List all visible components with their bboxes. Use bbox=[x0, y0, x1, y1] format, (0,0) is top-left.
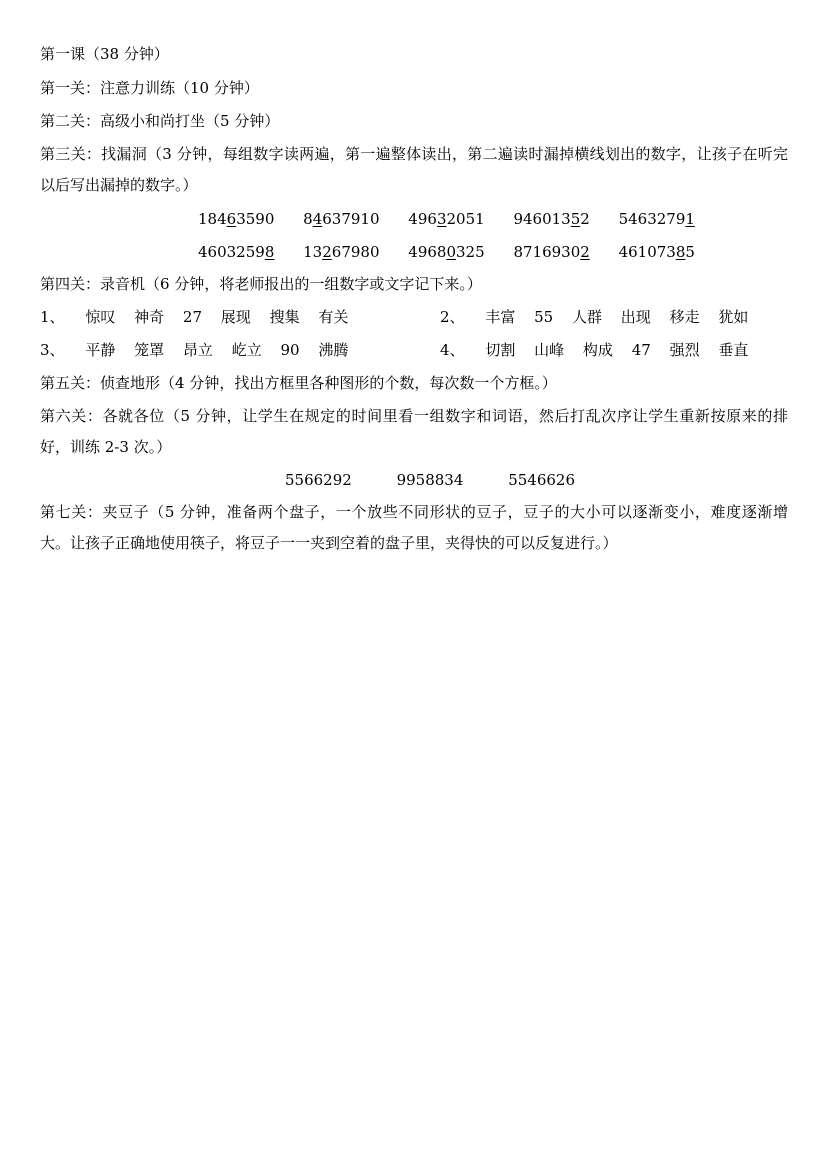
number-item: 94601352 bbox=[513, 210, 590, 228]
level-4-group-3 bbox=[40, 340, 362, 360]
word-item: 昂立 bbox=[182, 341, 213, 359]
word-item: 移走 bbox=[669, 308, 700, 326]
level-3-paragraph: 第三关：找漏洞（3 分钟，每组数字读两遍，第一遍整体读出，第二遍读时漏掉横线划出的数字，让孩子在听完以后写出漏掉的数字。） bbox=[40, 145, 788, 194]
level-6-numbers bbox=[285, 470, 615, 490]
word-item: 神奇 bbox=[134, 308, 165, 326]
level-1-heading: 第一关：注意力训练（10 分钟） bbox=[40, 79, 259, 97]
number-item: 49680325 bbox=[408, 243, 485, 261]
group-index: 2、 bbox=[440, 308, 465, 326]
number-item: 46107385 bbox=[618, 243, 695, 261]
word-item: 惊叹 bbox=[85, 308, 116, 326]
level-2-heading: 第二关：高级小和尚打坐（5 分钟） bbox=[40, 112, 280, 130]
level-4-group-1 bbox=[40, 307, 362, 327]
word-item: 55 bbox=[534, 308, 554, 326]
number-item: 87169302 bbox=[513, 243, 590, 261]
level-7-paragraph: 第七关：夹豆子（5 分钟，准备两个盘子，一个放些不同形状的豆子，豆子的大小可以逐渐变小，难度逐渐增大。让孩子正确地使用筷子，将豆子一一夹到空着的盘子里，夹得快的可以反复进行。） bbox=[40, 503, 788, 552]
word-item: 垂直 bbox=[718, 341, 749, 359]
number-item: 5566292 bbox=[285, 471, 352, 489]
word-item: 有关 bbox=[318, 308, 349, 326]
word-item: 丰富 bbox=[485, 308, 516, 326]
lesson-title: 第一课（38 分钟） bbox=[40, 45, 169, 63]
word-item: 切割 bbox=[485, 341, 516, 359]
number-item: 46032598 bbox=[198, 243, 275, 261]
level-4-group-2 bbox=[440, 307, 762, 327]
level-3-number-row-2 bbox=[198, 242, 719, 262]
word-item: 平静 bbox=[85, 341, 116, 359]
group-index: 4、 bbox=[440, 341, 465, 359]
level-6-paragraph: 第六关：各就各位（5 分钟，让学生在规定的时间里看一组数字和词语，然后打乱次序让学生重新按原来的排好，训练 2-3 次。） bbox=[40, 407, 788, 456]
word-item: 山峰 bbox=[534, 341, 565, 359]
level-4-heading: 第四关：录音机（6 分钟，将老师报出的一组数字或文字记下来。） bbox=[40, 275, 482, 293]
word-item: 90 bbox=[280, 341, 300, 359]
number-item: 5546626 bbox=[508, 471, 575, 489]
number-item: 49632051 bbox=[408, 210, 485, 228]
group-index: 1、 bbox=[40, 308, 65, 326]
word-item: 搜集 bbox=[269, 308, 300, 326]
number-item: 54632791 bbox=[618, 210, 695, 228]
word-item: 屹立 bbox=[231, 341, 262, 359]
level-5-heading: 第五关：侦查地形（4 分钟，找出方框里各种图形的个数，每次数一个方框。） bbox=[40, 374, 557, 392]
word-item: 展现 bbox=[220, 308, 251, 326]
word-item: 47 bbox=[631, 341, 651, 359]
number-item: 9958834 bbox=[396, 471, 464, 489]
word-item: 出现 bbox=[620, 308, 651, 326]
number-item: 13267980 bbox=[303, 243, 380, 261]
level-4-group-4 bbox=[440, 340, 762, 360]
level-3-number-row-1 bbox=[198, 209, 719, 229]
number-item: 18463590 bbox=[198, 210, 275, 228]
word-item: 犹如 bbox=[718, 308, 749, 326]
word-item: 构成 bbox=[582, 341, 613, 359]
word-item: 人群 bbox=[572, 308, 603, 326]
number-item: 84637910 bbox=[303, 210, 380, 228]
word-item: 强烈 bbox=[669, 341, 700, 359]
group-index: 3、 bbox=[40, 341, 65, 359]
word-item: 沸腾 bbox=[318, 341, 349, 359]
word-item: 笼罩 bbox=[134, 341, 165, 359]
word-item: 27 bbox=[182, 308, 203, 326]
